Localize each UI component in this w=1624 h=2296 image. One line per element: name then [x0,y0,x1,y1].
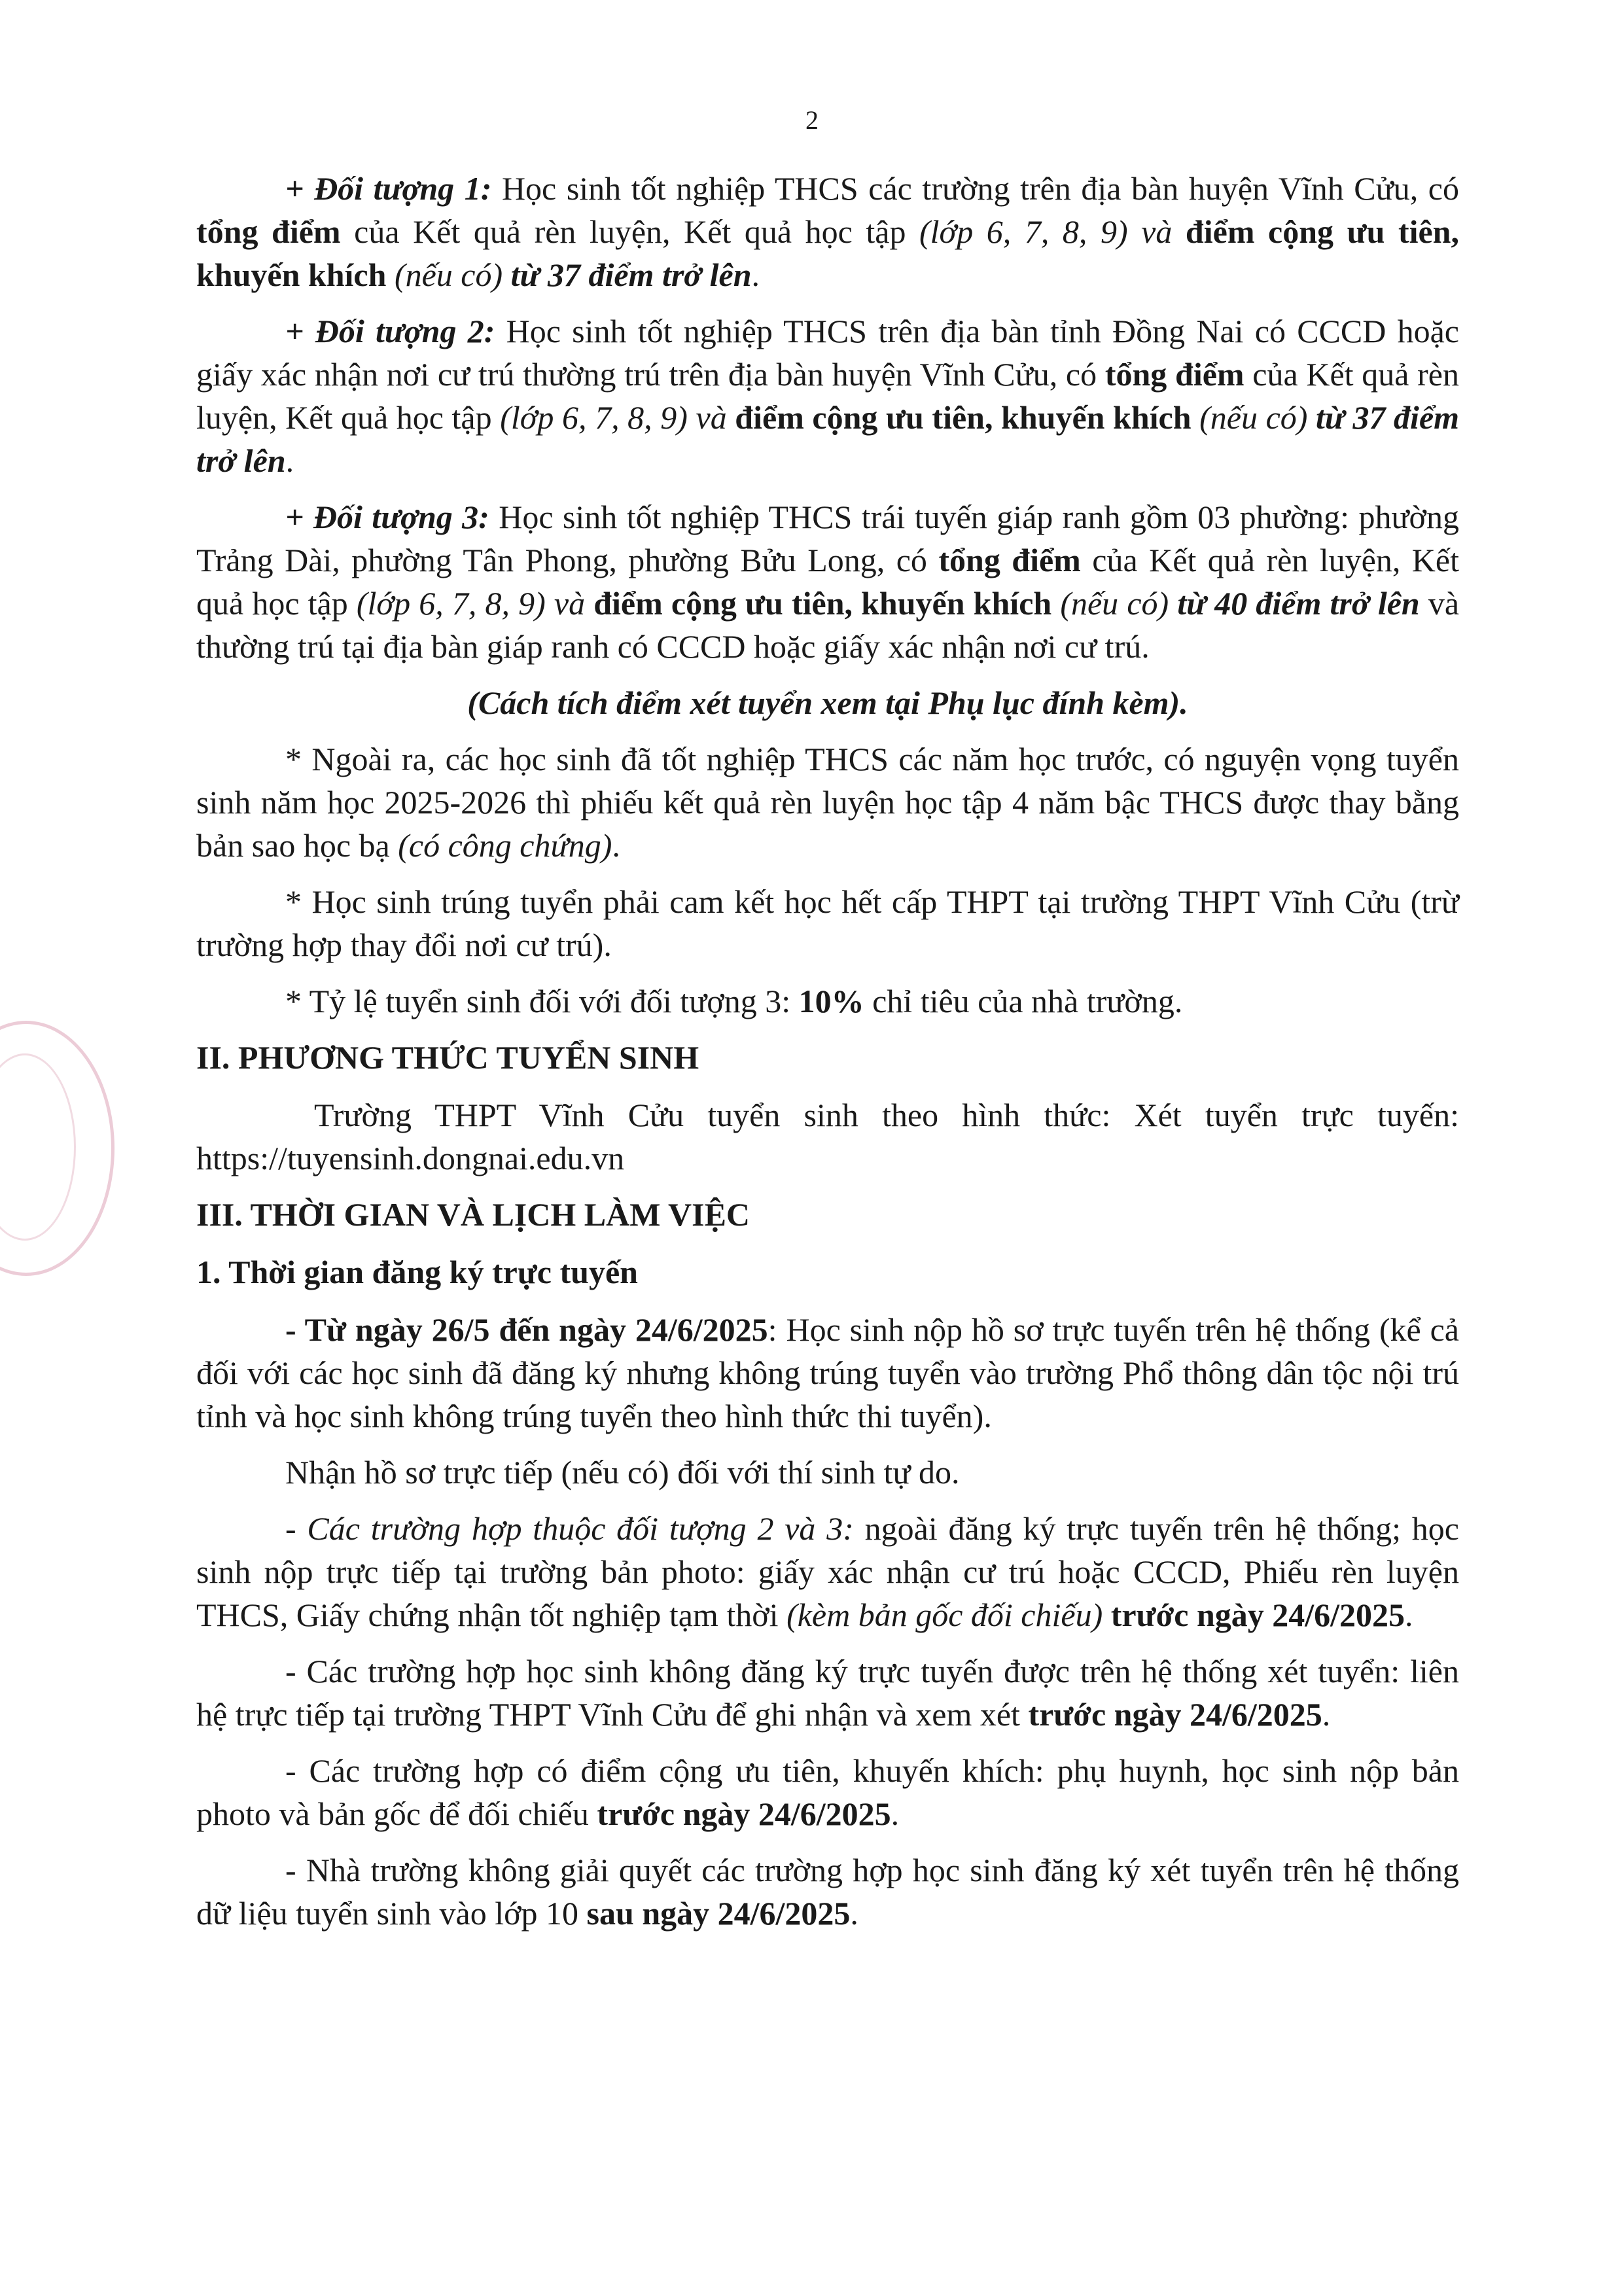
text: * Tỷ lệ tuyển sinh đối với đối tượng 3: [285,983,799,1019]
italic-text: (có công chứng) [398,827,612,864]
text: . [612,827,620,864]
page-number: 2 [805,105,819,135]
bold-text: tổng điểm [1104,356,1244,393]
text [727,399,735,436]
text [386,256,395,293]
text: . [751,256,760,293]
bold-text: sau ngày 24/6/2025 [586,1895,851,1932]
text: của Kết quả rèn luyện, Kết quả học tập [196,356,1459,436]
text: Học sinh tốt nghiệp THCS trên địa bàn tỉnh Đồng Nai có CCCD hoặc giấy xác nhận nơi cư trú thường trú trên địa bàn huyện Vĩnh Cửu, có [196,313,1459,393]
item-online-registration-period [196,1308,1459,1438]
note-ratio [196,980,1459,1023]
italic-text: (nếu có) [1199,399,1308,436]
italic-text: (nếu có) [1060,585,1169,622]
paragraph-doi-tuong-1 [196,167,1459,296]
item-doi-tuong-2-3 [196,1507,1459,1636]
text: - Các trường hợp học sinh không đăng ký trực tuyến được trên hệ thống xét tuyển: liên hệ trực tiếp tại trường THPT Vĩnh Cửu để ghi nhận và xem xét [196,1653,1459,1733]
item-direct-submission: Nhận hồ sơ trực tiếp (nếu có) đối với thí sinh tự do. [285,1454,960,1491]
bold-text: tổng điểm [196,213,341,250]
paragraph-doi-tuong-3 [196,495,1459,668]
text: Học sinh tốt nghiệp THCS trái tuyến giáp ranh gồm 03 phường: phường Trảng Dài, phường Tân Phong, phường Bửu Long, có [196,499,1459,578]
section-2-heading: II. PHƯƠNG THỨC TUYỂN SINH [196,1039,699,1076]
italic-text: (kèm bản gốc đối chiếu) [786,1597,1103,1633]
bold-text: tổng điểm [938,542,1081,578]
note-previous-years [196,737,1459,867]
section-3-heading: III. THỜI GIAN VÀ LỊCH LÀM VIỆC [196,1196,750,1233]
item-not-registered [196,1650,1459,1736]
bold-text: điểm cộng ưu tiên, khuyến khích [735,399,1192,436]
bold-text: điểm cộng ưu tiên, khuyến khích [196,213,1459,293]
italic-text: (lớp 6, 7, 8, 9) và [500,399,727,436]
text: ngoài đăng ký trực tuyến trên hệ thống; học sinh nộp trực tiếp tại trường bản photo: giấy xác nhận cư trú hoặc CCCD, Phiếu rèn luyện THCS, Giấy chứng nhận tốt nghiệp tạm thời [196,1510,1459,1633]
item-priority-points [196,1749,1459,1835]
text [585,585,593,622]
note-commitment: * Học sinh trúng tuyển phải cam kết học hết cấp THPT tại trường THPT Vĩnh Cửu (trừ trường hợp thay đổi nơi cư trú). [196,883,1459,963]
bold-text: điểm cộng ưu tiên, khuyến khích [593,585,1052,622]
label-doi-tuong-3: + Đối tượng 3: [285,499,489,535]
text: * Ngoài ra, các học sinh đã tốt nghiệp THCS các năm học trước, có nguyện vọng tuyển sinh năm học 2025-2026 thì phiếu kết quả rèn luyện học tập 4 năm bậc THCS được thay bằng bản sao học bạ [196,741,1459,864]
paragraph-doi-tuong-2 [196,309,1459,482]
text: của Kết quả rèn luyện, Kết quả học tập [196,542,1459,622]
text: . [1322,1696,1331,1733]
text: của Kết quả rèn luyện, Kết quả học tập [340,213,919,250]
text: . [1405,1597,1413,1633]
section-2-body: Trường THPT Vĩnh Cửu tuyển sinh theo hình thức: Xét tuyển trực tuyến: https://tuyensinh.dongnai.edu.vn [196,1097,1459,1176]
bold-text: trước ngày 24/6/2025 [1110,1597,1405,1633]
text [1172,213,1186,250]
appendix-note-text: (Cách tích điểm xét tuyển xem tại Phụ lục đính kèm). [467,684,1188,721]
bold-text: trước ngày 24/6/2025 [1028,1696,1322,1733]
text: . [850,1895,858,1932]
bold-italic-text: từ 37 điểm trở lên [510,256,752,293]
text [1103,1597,1111,1633]
text [1169,585,1177,622]
text: : Học sinh nộp hồ sơ trực tuyến trên hệ thống (kể cả đối với các học sinh đã đăng ký nhưng không trúng tuyển vào trường Phổ thông dân tộc nội trú tỉnh và học sinh không trúng tuyển theo hình thức thi tuyển). [196,1311,1460,1434]
text: và thường trú tại địa bàn giáp ranh có CCCD hoặc giấy xác nhận nơi cư trú. [196,585,1460,665]
appendix-note [196,681,1459,724]
bold-italic-text: từ 40 điểm trở lên [1177,585,1420,622]
text: chỉ tiêu của nhà trường. [864,983,1183,1019]
text [1307,399,1316,436]
label-doi-tuong-2: + Đối tượng 2: [285,313,495,349]
text [503,256,511,293]
subsection-1-heading: 1. Thời gian đăng ký trực tuyến [196,1254,638,1290]
text: - Các trường hợp có điểm cộng ưu tiên, khuyến khích: phụ huynh, học sinh nộp bản photo và bản gốc để đối chiếu [196,1752,1459,1832]
italic-text: (nếu có) [394,256,503,293]
text [1051,585,1060,622]
bold-text: 10% [798,983,864,1019]
italic-text: (lớp 6, 7, 8, 9) và [356,585,586,622]
text: . [891,1795,900,1832]
text: . [285,442,294,479]
text [1192,399,1200,436]
bold-italic-text: từ 37 điểm trở lên [196,399,1460,479]
italic-text: - Các trường hợp thuộc đối tượng 2 và 3: [285,1510,854,1547]
italic-text: (lớp 6, 7, 8, 9) và [919,213,1173,250]
document-body [196,167,1459,1948]
text: Học sinh tốt nghiệp THCS các trường trên địa bàn huyện Vĩnh Cửu, có [491,170,1459,207]
item-late-registration [196,1848,1459,1935]
label-doi-tuong-1: + Đối tượng 1: [285,170,492,207]
text: - Nhà trường không giải quyết các trường hợp học sinh đăng ký xét tuyển trên hệ thống dữ liệu tuyển sinh vào lớp 10 [196,1852,1459,1932]
bold-text: - Từ ngày 26/5 đến ngày 24/6/2025 [285,1311,768,1348]
bold-text: trước ngày 24/6/2025 [597,1795,891,1832]
